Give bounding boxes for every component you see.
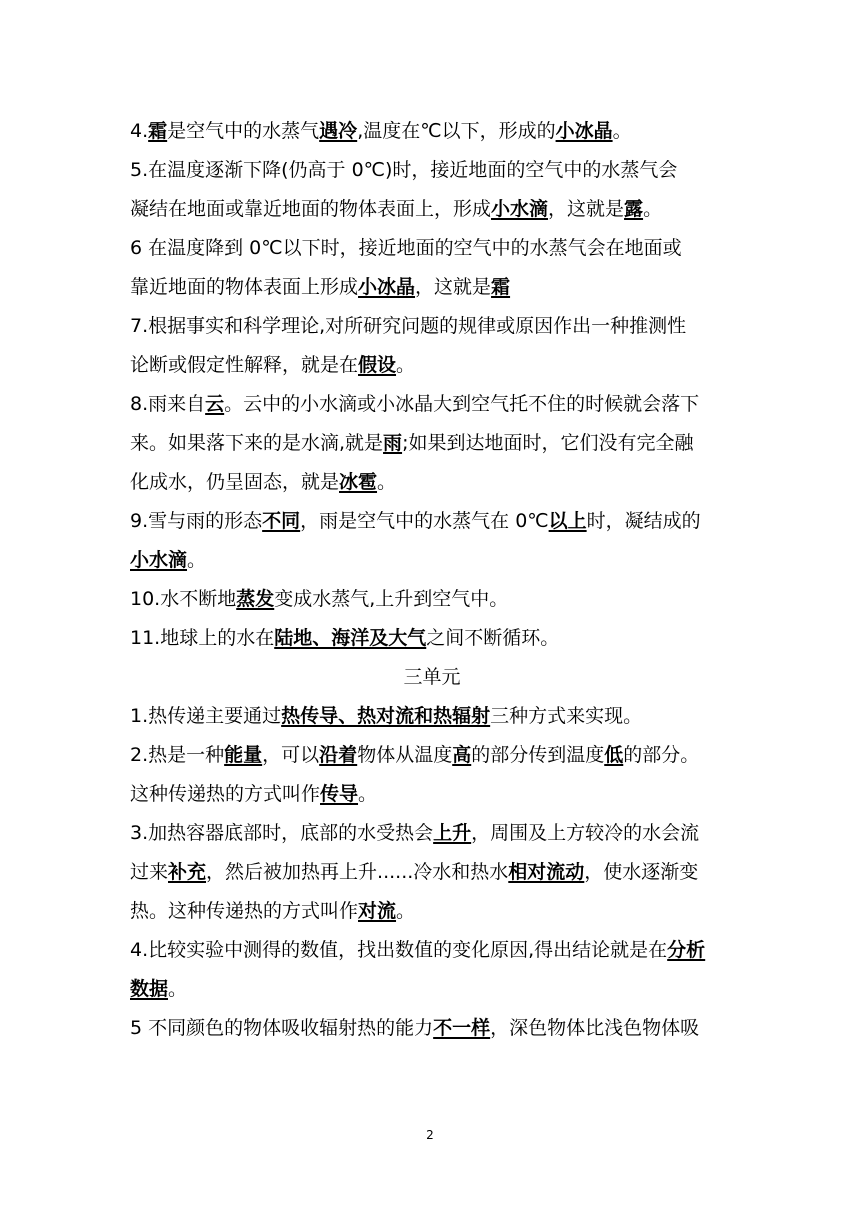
text-line: [130, 697, 734, 736]
text-line: [130, 151, 734, 190]
text-line: [130, 502, 734, 541]
underlined-term: 补充: [168, 861, 207, 883]
document-body: [130, 112, 734, 1048]
underlined-term: 露: [624, 198, 644, 220]
text-run: ,温度在℃以下，形成的: [357, 120, 556, 142]
text-run: 。: [358, 783, 378, 805]
text-line: [130, 580, 734, 619]
text-run: 变成水蒸气,上升到空气中。: [274, 588, 509, 610]
underlined-term: 上升: [433, 822, 472, 844]
text-run: 10.水不断地: [130, 588, 237, 610]
text-run: 凝结在地面或靠近地面的物体表面上，形成: [130, 198, 492, 220]
text-line: [130, 190, 734, 229]
underlined-term: 霜: [148, 120, 168, 142]
text-run: 物体从温度: [357, 744, 453, 766]
text-run: 5 不同颜色的物体吸收辐射热的能力: [130, 1017, 434, 1039]
text-run: 。: [377, 471, 397, 493]
underlined-term: 小冰晶: [555, 120, 613, 142]
text-run: 化成水，仍呈固态，就是: [130, 471, 340, 493]
underlined-term: 高: [452, 744, 472, 766]
text-run: 。云中的小水滴或小冰晶大到空气托不住的时候就会落下: [224, 393, 700, 415]
text-run: 这种传递热的方式叫作: [130, 783, 321, 805]
text-line: [130, 229, 734, 268]
text-run: ，雨是空气中的水蒸气在 0℃: [300, 510, 549, 532]
text-run: 三单元: [403, 666, 461, 688]
text-line: [130, 268, 734, 307]
text-run: 之间不断循环。: [426, 627, 560, 649]
text-line: [130, 307, 734, 346]
underlined-term: 数据: [130, 978, 169, 1000]
text-line: [130, 346, 734, 385]
underlined-term: 对流: [358, 900, 397, 922]
text-line: [130, 775, 734, 814]
text-line: [130, 385, 734, 424]
text-line: [130, 463, 734, 502]
text-line: [130, 112, 734, 151]
text-run: 6 在温度降到 0℃以下时，接近地面的空气中的水蒸气会在地面或: [130, 237, 682, 259]
text-line: [130, 541, 734, 580]
text-run: ，这就是: [415, 276, 492, 298]
underlined-term: 小水滴: [130, 549, 188, 571]
text-run: 2.热是一种: [130, 744, 225, 766]
text-run: 。: [168, 978, 188, 1000]
text-line: [130, 970, 734, 1009]
underlined-term: 遇冷: [319, 120, 358, 142]
underlined-term: 假设: [358, 354, 397, 376]
underlined-term: 蒸发: [236, 588, 275, 610]
text-run: 11.地球上的水在: [130, 627, 275, 649]
text-run: 是空气中的水蒸气: [167, 120, 320, 142]
underlined-term: 雨: [383, 432, 403, 454]
underlined-term: 沿着: [319, 744, 358, 766]
underlined-term: 能量: [224, 744, 263, 766]
underlined-term: 云: [205, 393, 225, 415]
underlined-term: 不一样: [433, 1017, 491, 1039]
underlined-term: 冰雹: [339, 471, 378, 493]
text-run: ，使水逐渐变: [584, 861, 699, 883]
underlined-term: 相对流动: [508, 861, 585, 883]
underlined-term: 陆地、海洋及大气: [274, 627, 427, 649]
text-run: 8.雨来自: [130, 393, 206, 415]
text-run: 的部分传到温度: [471, 744, 605, 766]
text-run: 。: [396, 354, 416, 376]
text-run: 三种方式来实现。: [490, 705, 643, 727]
text-line: [130, 853, 734, 892]
text-run: 5.在温度逐渐下降(仍高于 0℃)时，接近地面的空气中的水蒸气会: [130, 159, 678, 181]
text-run: 来。如果落下来的是水滴,就是: [130, 432, 384, 454]
underlined-term: 霜: [491, 276, 511, 298]
text-line: [130, 931, 734, 970]
underlined-term: 传导: [320, 783, 359, 805]
text-run: 。: [612, 120, 632, 142]
text-run: 热。这种传递热的方式叫作: [130, 900, 359, 922]
text-run: 过来: [130, 861, 169, 883]
text-run: 。: [396, 900, 416, 922]
text-run: 时，凝结成的: [586, 510, 701, 532]
text-run: 的部分。: [623, 744, 700, 766]
underlined-term: 不同: [262, 510, 301, 532]
text-run: ，可以: [262, 744, 320, 766]
text-run: 4.比较实验中测得的数值，找出数值的变化原因,得出结论就是在: [130, 939, 668, 961]
text-line: [130, 619, 734, 658]
underlined-term: 分析: [667, 939, 706, 961]
text-run: 论断或假定性解释，就是在: [130, 354, 359, 376]
text-run: 。: [643, 198, 663, 220]
text-line: [130, 814, 734, 853]
text-line: [130, 736, 734, 775]
text-run: ;如果到达地面时，它们没有完全融: [402, 432, 694, 454]
text-line: [130, 1009, 734, 1048]
section-heading: [130, 658, 734, 697]
text-run: 。: [187, 549, 207, 571]
page-number: 2: [426, 1128, 434, 1142]
underlined-term: 热传导、热对流和热辐射: [281, 705, 491, 727]
text-run: 靠近地面的物体表面上形成: [130, 276, 359, 298]
text-run: 4.: [130, 120, 149, 142]
text-run: ，然后被加热再上升......冷水和热水: [206, 861, 509, 883]
text-run: ，这就是: [548, 198, 625, 220]
text-line: [130, 424, 734, 463]
text-run: 1.热传递主要通过: [130, 705, 282, 727]
text-run: 7.根据事实和科学理论,对所研究问题的规律或原因作出一种推测性: [130, 315, 687, 337]
text-run: 9.雪与雨的形态: [130, 510, 263, 532]
underlined-term: 小水滴: [491, 198, 549, 220]
underlined-term: 低: [604, 744, 624, 766]
underlined-term: 小冰晶: [358, 276, 416, 298]
text-line: [130, 892, 734, 931]
text-run: 3.加热容器底部时，底部的水受热会: [130, 822, 434, 844]
text-run: ，深色物体比浅色物体吸: [490, 1017, 700, 1039]
text-run: ，周围及上方较冷的水会流: [471, 822, 700, 844]
underlined-term: 以上: [548, 510, 587, 532]
